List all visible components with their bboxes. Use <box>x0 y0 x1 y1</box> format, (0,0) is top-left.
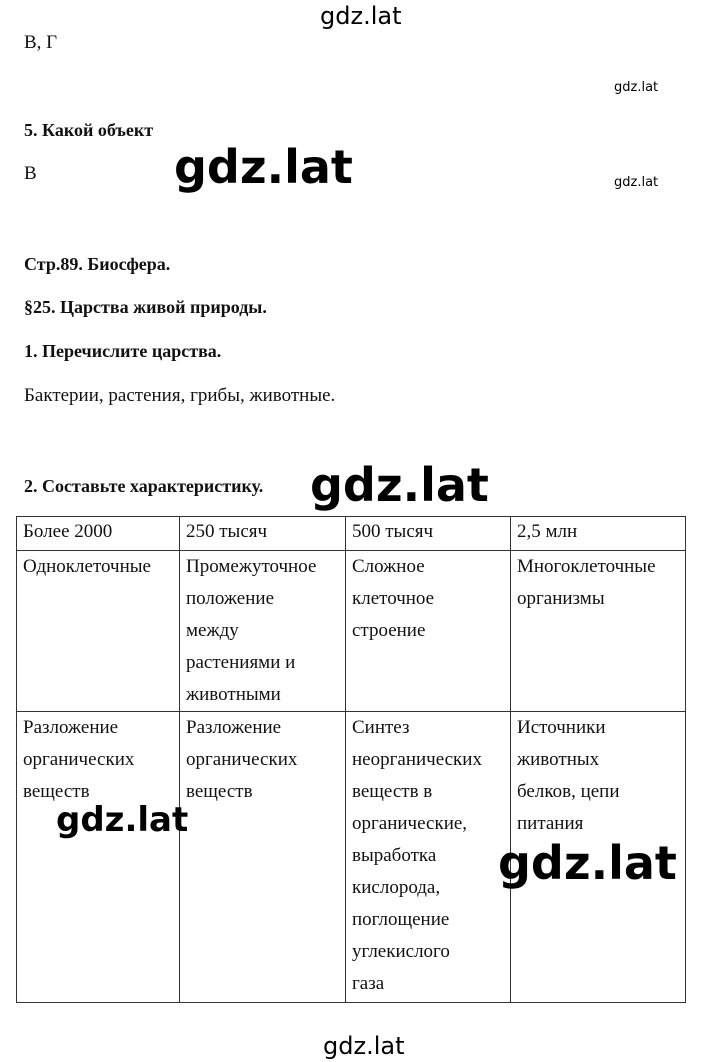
watermark-top: gdz.lat <box>320 2 402 30</box>
table-cell <box>346 551 511 712</box>
table-cell <box>180 712 346 1003</box>
cell-text: клеточное <box>352 588 435 609</box>
watermark-bottom: gdz.lat <box>323 1032 405 1060</box>
cell-text: строение <box>352 620 426 641</box>
table-cell <box>511 551 686 712</box>
cell-text: Промежуточное <box>186 556 317 577</box>
table-cell <box>180 551 346 712</box>
cell-text: Синтез <box>352 717 410 738</box>
cell-text: животных <box>517 749 600 770</box>
cell-text: Одноклеточные <box>23 556 151 577</box>
cell-text: животными <box>186 684 281 705</box>
table-cell <box>17 712 180 1003</box>
cell-text: питания <box>517 813 584 834</box>
cell-text: выработка <box>352 845 437 866</box>
table-row <box>17 517 686 551</box>
cell-text: 250 тысяч <box>186 521 268 542</box>
watermark-large: gdz.lat <box>174 140 353 194</box>
cell-text: белков, цепи <box>517 781 620 802</box>
page-heading: Стр.89. Биосфера. <box>24 254 171 274</box>
cell-text: Источники <box>517 717 606 738</box>
cell-text: органических <box>23 749 135 770</box>
cell-text: 500 тысяч <box>352 521 434 542</box>
table-cell <box>346 517 511 551</box>
cell-text: органические, <box>352 813 468 834</box>
table-cell <box>17 517 180 551</box>
cell-text: между <box>186 620 239 641</box>
cell-text: неорганических <box>352 749 482 770</box>
cell-text: газа <box>352 973 385 994</box>
cell-text: организмы <box>517 588 605 609</box>
cell-text: поглощение <box>352 909 450 930</box>
cell-text: углекислого <box>352 941 450 962</box>
table-cell <box>17 551 180 712</box>
cell-text: положение <box>186 588 275 609</box>
watermark-large: gdz.lat <box>498 836 677 890</box>
table-cell <box>511 517 686 551</box>
table-row <box>17 551 686 712</box>
cell-text: Многоклеточные <box>517 556 656 577</box>
table-cell <box>346 712 511 1003</box>
cell-text: Более 2000 <box>23 521 113 542</box>
cell-text: Сложное <box>352 556 425 577</box>
cell-text: веществ <box>23 781 90 802</box>
cell-text: Разложение <box>23 717 119 738</box>
watermark-large: gdz.lat <box>56 800 189 840</box>
watermark-large: gdz.lat <box>310 458 489 512</box>
answer-previous: В, Г <box>24 32 58 53</box>
question-2-title: 2. Составьте характеристику. <box>24 476 264 496</box>
cell-text: кислорода, <box>352 877 441 898</box>
question-1-title: 1. Перечислите царства. <box>24 341 222 361</box>
section-heading: §25. Царства живой природы. <box>24 297 267 317</box>
question-5-answer: В <box>24 163 37 184</box>
question-1-answer: Бактерии, растения, грибы, животные. <box>24 385 336 406</box>
cell-text: растениями и <box>186 652 296 673</box>
characteristics-table <box>16 516 686 1003</box>
table-cell <box>180 517 346 551</box>
cell-text: органических <box>186 749 298 770</box>
cell-text: 2,5 млн <box>517 521 578 542</box>
cell-text: веществ <box>186 781 253 802</box>
watermark-small: gdz.lat <box>614 80 659 95</box>
watermark-small: gdz.lat <box>614 175 659 190</box>
cell-text: Разложение <box>186 717 282 738</box>
cell-text: веществ в <box>352 781 433 802</box>
question-5-title: 5. Какой объект <box>24 120 154 140</box>
